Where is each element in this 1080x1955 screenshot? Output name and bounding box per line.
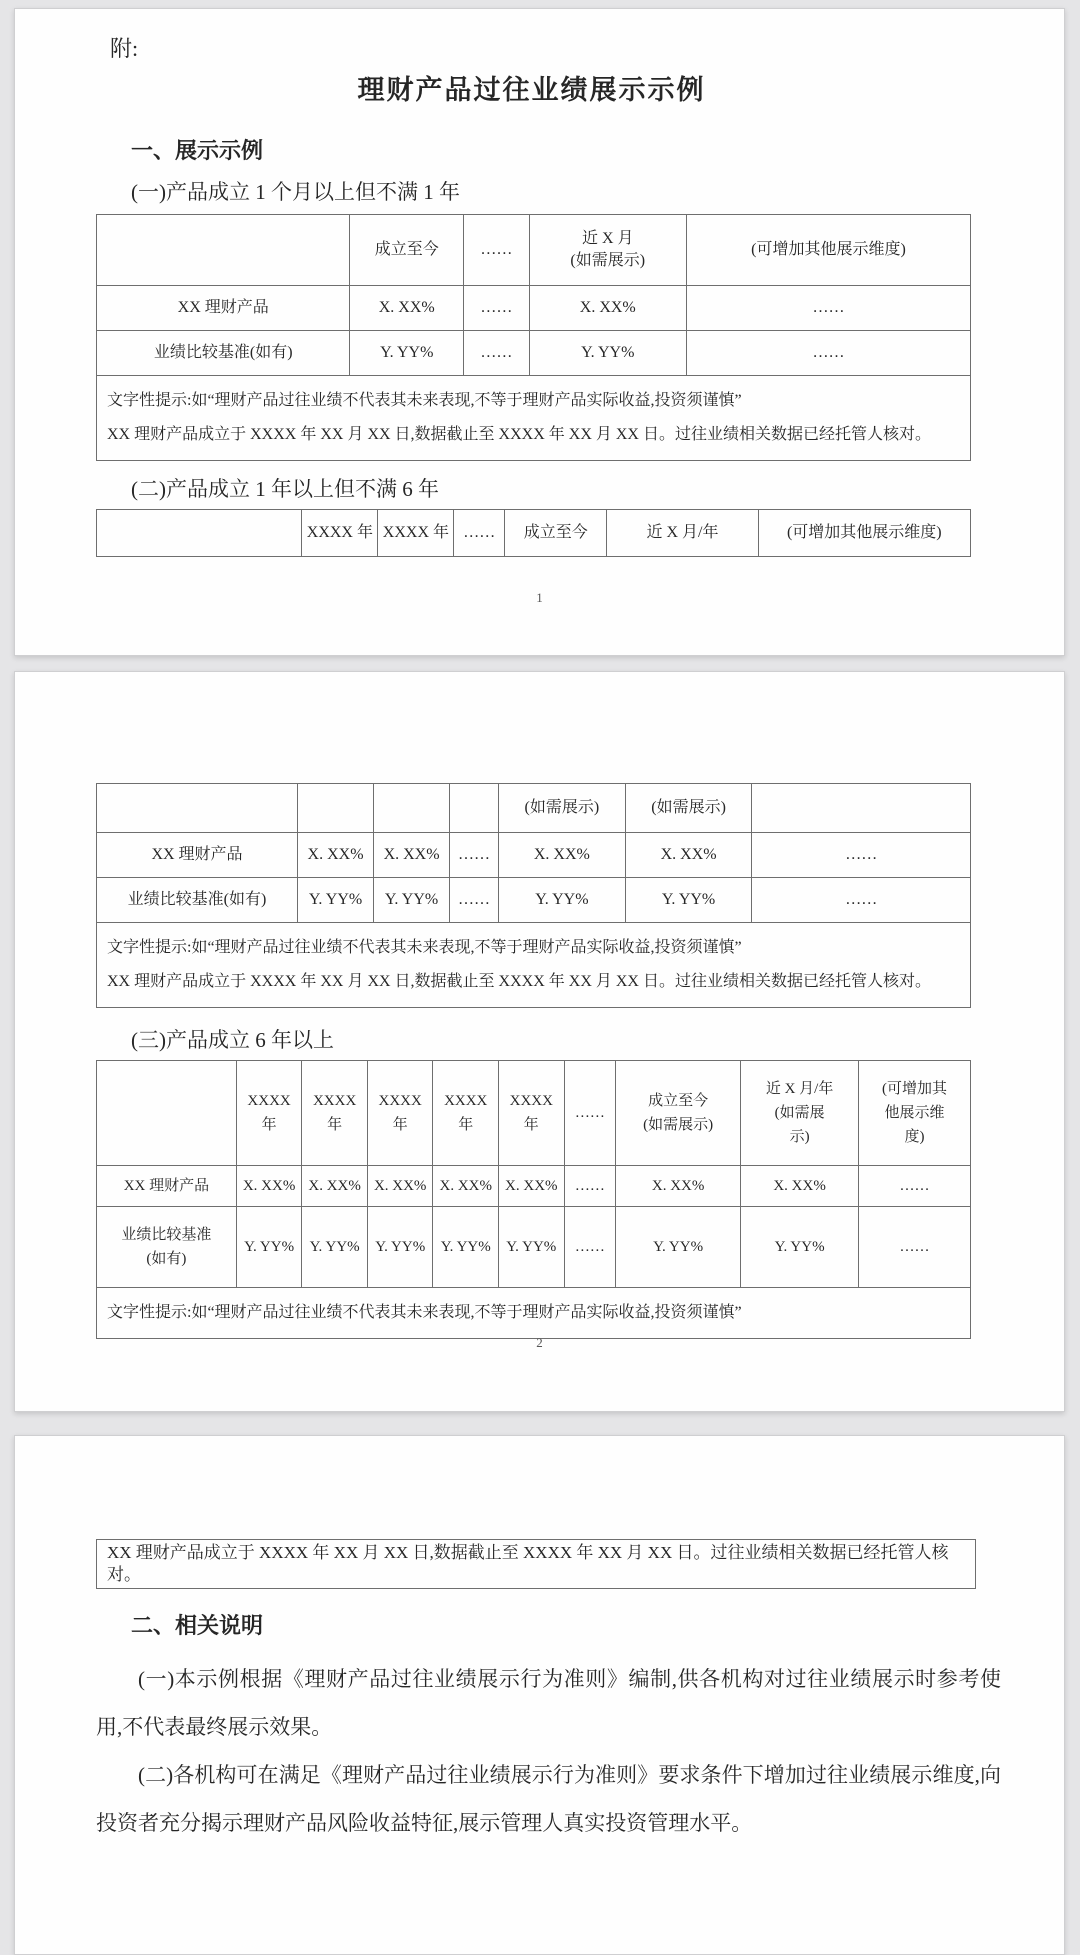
table-cell bbox=[433, 1061, 499, 1166]
table-row-product bbox=[97, 833, 971, 878]
table-cell bbox=[97, 215, 350, 286]
table-cell: …… bbox=[464, 215, 530, 286]
header-line: 近 X 月/年 bbox=[765, 1081, 834, 1097]
table-cell: (如需展示) bbox=[625, 784, 752, 833]
table-cell: Y. YY% bbox=[236, 1207, 302, 1288]
table-cell bbox=[97, 1061, 237, 1166]
table-cell: 成立至今 bbox=[505, 510, 607, 557]
table-cell: …… bbox=[450, 833, 499, 878]
table-cell: XXXX 年 bbox=[302, 510, 378, 557]
table-cell: Y. YY% bbox=[433, 1207, 499, 1288]
note-text: 文字性提示:如“理财产品过往业绩不代表其未来表现,不等于理财产品实际收益,投资须谨慎” bbox=[107, 1304, 742, 1321]
table-cell: Y. YY% bbox=[298, 878, 374, 923]
header-line: 他展示维 bbox=[884, 1105, 945, 1121]
table-note-row bbox=[97, 376, 971, 461]
header-line: 示) bbox=[789, 1129, 810, 1145]
table-cell bbox=[367, 1061, 433, 1166]
table-cell: …… bbox=[752, 833, 971, 878]
note-text: XX 理财产品成立于 XXXX 年 XX 月 XX 日,数据截止至 XXXX 年 XX 月 XX 日。过往业绩相关数据已经托管人核对。 bbox=[107, 973, 931, 990]
cell-line: (如有) bbox=[146, 1251, 187, 1267]
table-row-benchmark bbox=[97, 1207, 971, 1288]
table-cell: …… bbox=[450, 878, 499, 923]
table-cell bbox=[616, 1061, 741, 1166]
table-cell bbox=[752, 784, 971, 833]
table-cell: …… bbox=[686, 331, 970, 376]
table-cell: Y. YY% bbox=[625, 878, 752, 923]
table-cell: X. XX% bbox=[298, 833, 374, 878]
table-cell bbox=[97, 510, 302, 557]
table-cell: Y. YY% bbox=[741, 1207, 859, 1288]
table-cell: 成立至今 bbox=[350, 215, 464, 286]
page-number: 2 bbox=[536, 1335, 543, 1350]
table-cell: X. XX% bbox=[529, 286, 686, 331]
document-title: 理财产品过往业绩展示示例 bbox=[357, 75, 706, 105]
table-header-row bbox=[97, 1061, 971, 1166]
page-1 bbox=[14, 8, 1065, 656]
header-line: XXXX bbox=[444, 1093, 488, 1109]
table-cell: Y. YY% bbox=[302, 1207, 368, 1288]
table-cell: XX 理财产品成立于 XXXX 年 XX 月 XX 日,数据截止至 XXXX 年 XX 月 XX 日。过往业绩相关数据已经托管人核对。 bbox=[97, 1540, 976, 1589]
page-3 bbox=[14, 1435, 1065, 1955]
table-note-row bbox=[97, 1540, 976, 1589]
table-1-to-6-years-header bbox=[96, 509, 971, 557]
table-cell: Y. YY% bbox=[499, 1207, 565, 1288]
table-cell bbox=[97, 376, 971, 461]
table-cell: 业绩比较基准(如有) bbox=[97, 331, 350, 376]
table-cell bbox=[236, 1061, 302, 1166]
table-cell: X. XX% bbox=[236, 1166, 302, 1207]
table-cell: X. XX% bbox=[350, 286, 464, 331]
sub-3-heading: (三)产品成立 6 年以上 bbox=[131, 1028, 334, 1052]
table-cell: (可增加其他展示维度) bbox=[686, 215, 970, 286]
table-cell: …… bbox=[752, 878, 971, 923]
header-line: 年 bbox=[523, 1117, 539, 1133]
table-cell: …… bbox=[454, 510, 505, 557]
table-cell: XXXX 年 bbox=[378, 510, 454, 557]
table-cell: XX 理财产品 bbox=[97, 833, 298, 878]
table-cell: …… bbox=[564, 1166, 616, 1207]
header-line: 度) bbox=[904, 1129, 925, 1145]
table-row-product bbox=[97, 286, 971, 331]
table-cell: XX 理财产品 bbox=[97, 286, 350, 331]
table-cell: …… bbox=[464, 331, 530, 376]
table-row-benchmark bbox=[97, 878, 971, 923]
table-cell bbox=[450, 784, 499, 833]
table-cell bbox=[859, 1061, 971, 1166]
table-cell: (可增加其他展示维度) bbox=[758, 510, 970, 557]
note-text: 文字性提示:如“理财产品过往业绩不代表其未来表现,不等于理财产品实际收益,投资须谨慎” bbox=[107, 939, 742, 956]
header-line: XXXX bbox=[247, 1093, 291, 1109]
table-cell: …… bbox=[564, 1061, 616, 1166]
table-header-row bbox=[97, 215, 971, 286]
table-cell: X. XX% bbox=[499, 833, 626, 878]
header-line: 年 bbox=[458, 1117, 474, 1133]
paragraph-2: (二)各机构可在满足《理财产品过往业绩展示行为准则》要求条件下增加过往业绩展示维度,向投资者充分揭示理财产品风险收益特征,展示管理人真实投资管理水平。 bbox=[96, 1763, 1001, 1835]
table-note-continued bbox=[96, 1539, 976, 1589]
table-cell: XX 理财产品 bbox=[97, 1166, 237, 1207]
table-note-row bbox=[97, 923, 971, 1008]
header-line: 年 bbox=[327, 1117, 343, 1133]
header-line: (可增加其 bbox=[882, 1081, 948, 1097]
table-cell: X. XX% bbox=[616, 1166, 741, 1207]
table-cell: …… bbox=[564, 1207, 616, 1288]
table-cell: Y. YY% bbox=[499, 878, 626, 923]
table-cell: Y. YY% bbox=[374, 878, 450, 923]
table-row-benchmark bbox=[97, 331, 971, 376]
table-cell: Y. YY% bbox=[529, 331, 686, 376]
table-over-6-years bbox=[96, 1060, 971, 1339]
table-cell bbox=[499, 1061, 565, 1166]
attachment-label: 附: bbox=[110, 36, 139, 61]
table-cell: X. XX% bbox=[374, 833, 450, 878]
table-cell: …… bbox=[859, 1207, 971, 1288]
table-cell: Y. YY% bbox=[350, 331, 464, 376]
table-1-to-6-years-continued bbox=[96, 783, 971, 1008]
paragraph-1: (一)本示例根据《理财产品过往业绩展示行为准则》编制,供各机构对过往业绩展示时参考使用,不代表最终展示效果。 bbox=[96, 1667, 1001, 1739]
table-cell: 业绩比较基准(如有) bbox=[97, 878, 298, 923]
section-2-heading: 二、相关说明 bbox=[131, 1613, 264, 1638]
table-cell bbox=[97, 1207, 237, 1288]
header-line: 近 X 月 bbox=[581, 230, 634, 247]
table-cell bbox=[97, 1288, 971, 1339]
table-cell bbox=[97, 784, 298, 833]
table-header-row bbox=[97, 510, 971, 557]
page-2 bbox=[14, 671, 1065, 1412]
table-cell: Y. YY% bbox=[367, 1207, 433, 1288]
table-cell bbox=[374, 784, 450, 833]
table-under-1-year bbox=[96, 214, 971, 461]
cell-line: 业绩比较基准 bbox=[121, 1227, 212, 1243]
header-line: XXXX bbox=[378, 1093, 422, 1109]
table-note-row bbox=[97, 1288, 971, 1339]
table-cell: …… bbox=[686, 286, 970, 331]
sub-2-heading: (二)产品成立 1 年以上但不满 6 年 bbox=[131, 477, 439, 501]
table-cell: X. XX% bbox=[433, 1166, 499, 1207]
header-line: 成立至今 bbox=[648, 1093, 709, 1109]
table-cell: X. XX% bbox=[499, 1166, 565, 1207]
table-cell: …… bbox=[859, 1166, 971, 1207]
table-cell: X. XX% bbox=[367, 1166, 433, 1207]
table-cell bbox=[298, 784, 374, 833]
header-line: 年 bbox=[261, 1117, 277, 1133]
page-number: 1 bbox=[536, 590, 543, 605]
table-cell: Y. YY% bbox=[616, 1207, 741, 1288]
table-cell: X. XX% bbox=[741, 1166, 859, 1207]
header-line: (如需展示) bbox=[643, 1117, 714, 1133]
sub-1-heading: (一)产品成立 1 个月以上但不满 1 年 bbox=[131, 180, 460, 204]
table-cell bbox=[529, 215, 686, 286]
header-line: (如需展 bbox=[774, 1105, 825, 1121]
section-1-heading: 一、展示示例 bbox=[131, 138, 264, 163]
table-header-row bbox=[97, 784, 971, 833]
table-cell bbox=[741, 1061, 859, 1166]
note-text: XX 理财产品成立于 XXXX 年 XX 月 XX 日,数据截止至 XXXX 年 XX 月 XX 日。过往业绩相关数据已经托管人核对。 bbox=[107, 426, 931, 443]
header-line: XXXX bbox=[312, 1093, 357, 1109]
note-text: 文字性提示:如“理财产品过往业绩不代表其未来表现,不等于理财产品实际收益,投资须谨慎” bbox=[107, 392, 742, 409]
table-cell: (如需展示) bbox=[499, 784, 626, 833]
header-line: (如需展示) bbox=[570, 252, 646, 269]
table-cell bbox=[302, 1061, 368, 1166]
table-cell: 近 X 月/年 bbox=[607, 510, 758, 557]
table-cell: …… bbox=[464, 286, 530, 331]
header-line: 年 bbox=[392, 1117, 408, 1133]
table-cell: X. XX% bbox=[625, 833, 752, 878]
table-cell: X. XX% bbox=[302, 1166, 368, 1207]
header-line: XXXX bbox=[509, 1093, 553, 1109]
table-cell bbox=[97, 923, 971, 1008]
table-row-product bbox=[97, 1166, 971, 1207]
